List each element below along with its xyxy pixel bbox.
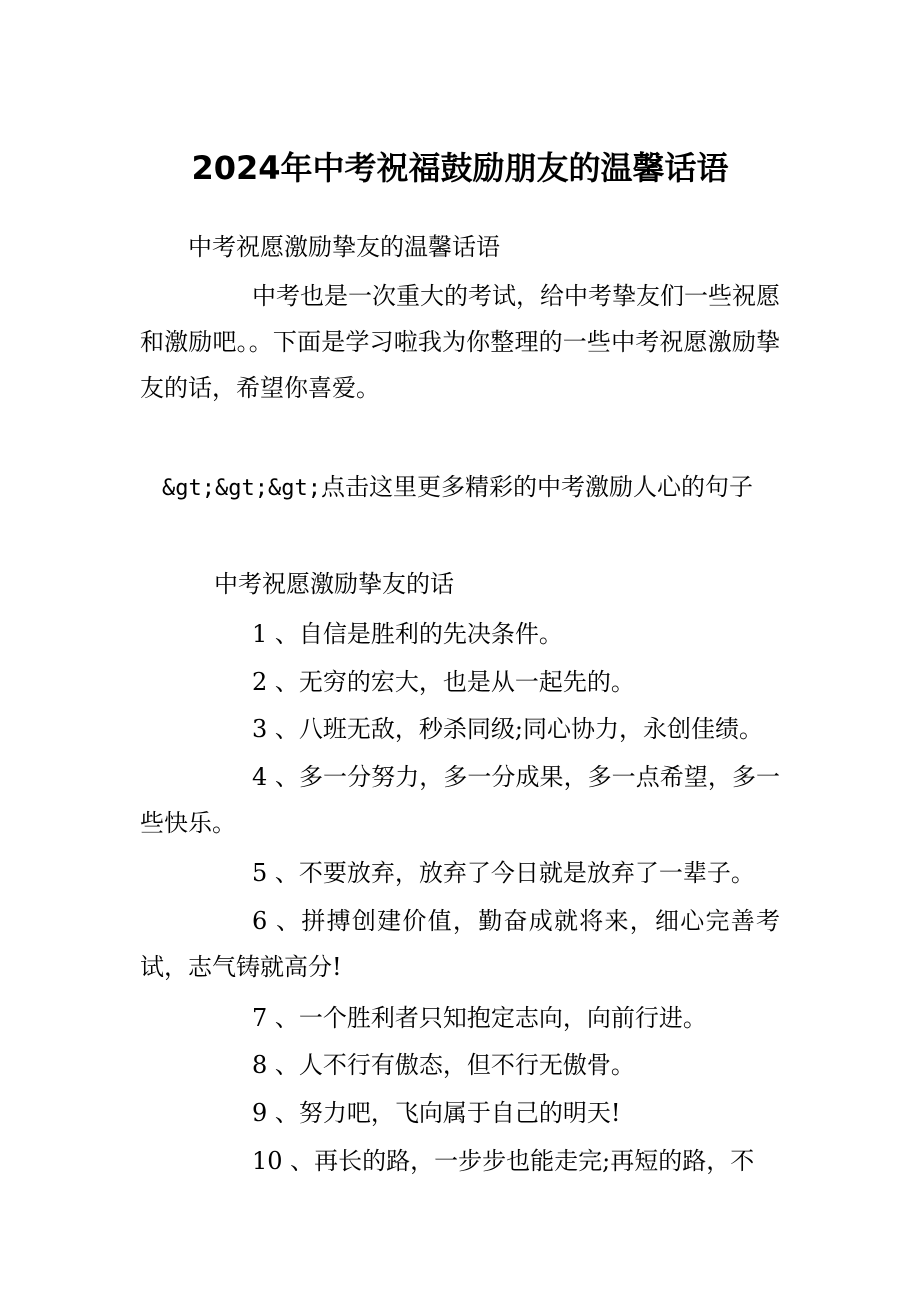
link-prefix: &gt;&gt;&gt;: [162, 476, 321, 501]
list-item: 8 、人不行有傲态，但不行无傲骨。: [252, 1051, 635, 1079]
subtitle: 中考祝愿激励挚友的温馨话语: [188, 233, 500, 261]
document-title: 2024年中考祝福鼓励朋友的温馨话语: [191, 149, 729, 187]
list-item: 2 、无穷的宏大，也是从一起先的。: [252, 668, 635, 696]
list-item: 6 、拼搏创建价值，勤奋成就将来，细心完善考试，志气铸就高分!: [140, 907, 780, 981]
list-item: 10 、再长的路，一步步也能走完;再短的路，不: [252, 1147, 755, 1175]
list-item: 4 、多一分努力，多一分成果，多一点希望，多一些快乐。: [140, 763, 780, 837]
intro-paragraph: 中考也是一次重大的考试，给中考挚友们一些祝愿和激励吧。。下面是学习啦我为你整理的一些中考祝愿激励挚友的话，希望你喜爱。: [140, 282, 780, 402]
list-item: 5 、不要放弃，放弃了今日就是放弃了一辈子。: [252, 859, 755, 887]
section-heading: 中考祝愿激励挚友的话: [214, 570, 454, 598]
list-item: 1 、自信是胜利的先决条件。: [252, 620, 563, 648]
list-item: 9 、努力吧，飞向属于自己的明天!: [252, 1099, 621, 1127]
list-item: 7 、一个胜利者只知抱定志向，向前行进。: [252, 1004, 707, 1032]
link-text: 点击这里更多精彩的中考激励人心的句子: [320, 473, 753, 501]
list-item: 3 、八班无敌，秒杀同级;同心协力，永创佳绩。: [252, 715, 763, 743]
more-link[interactable]: [162, 470, 753, 506]
